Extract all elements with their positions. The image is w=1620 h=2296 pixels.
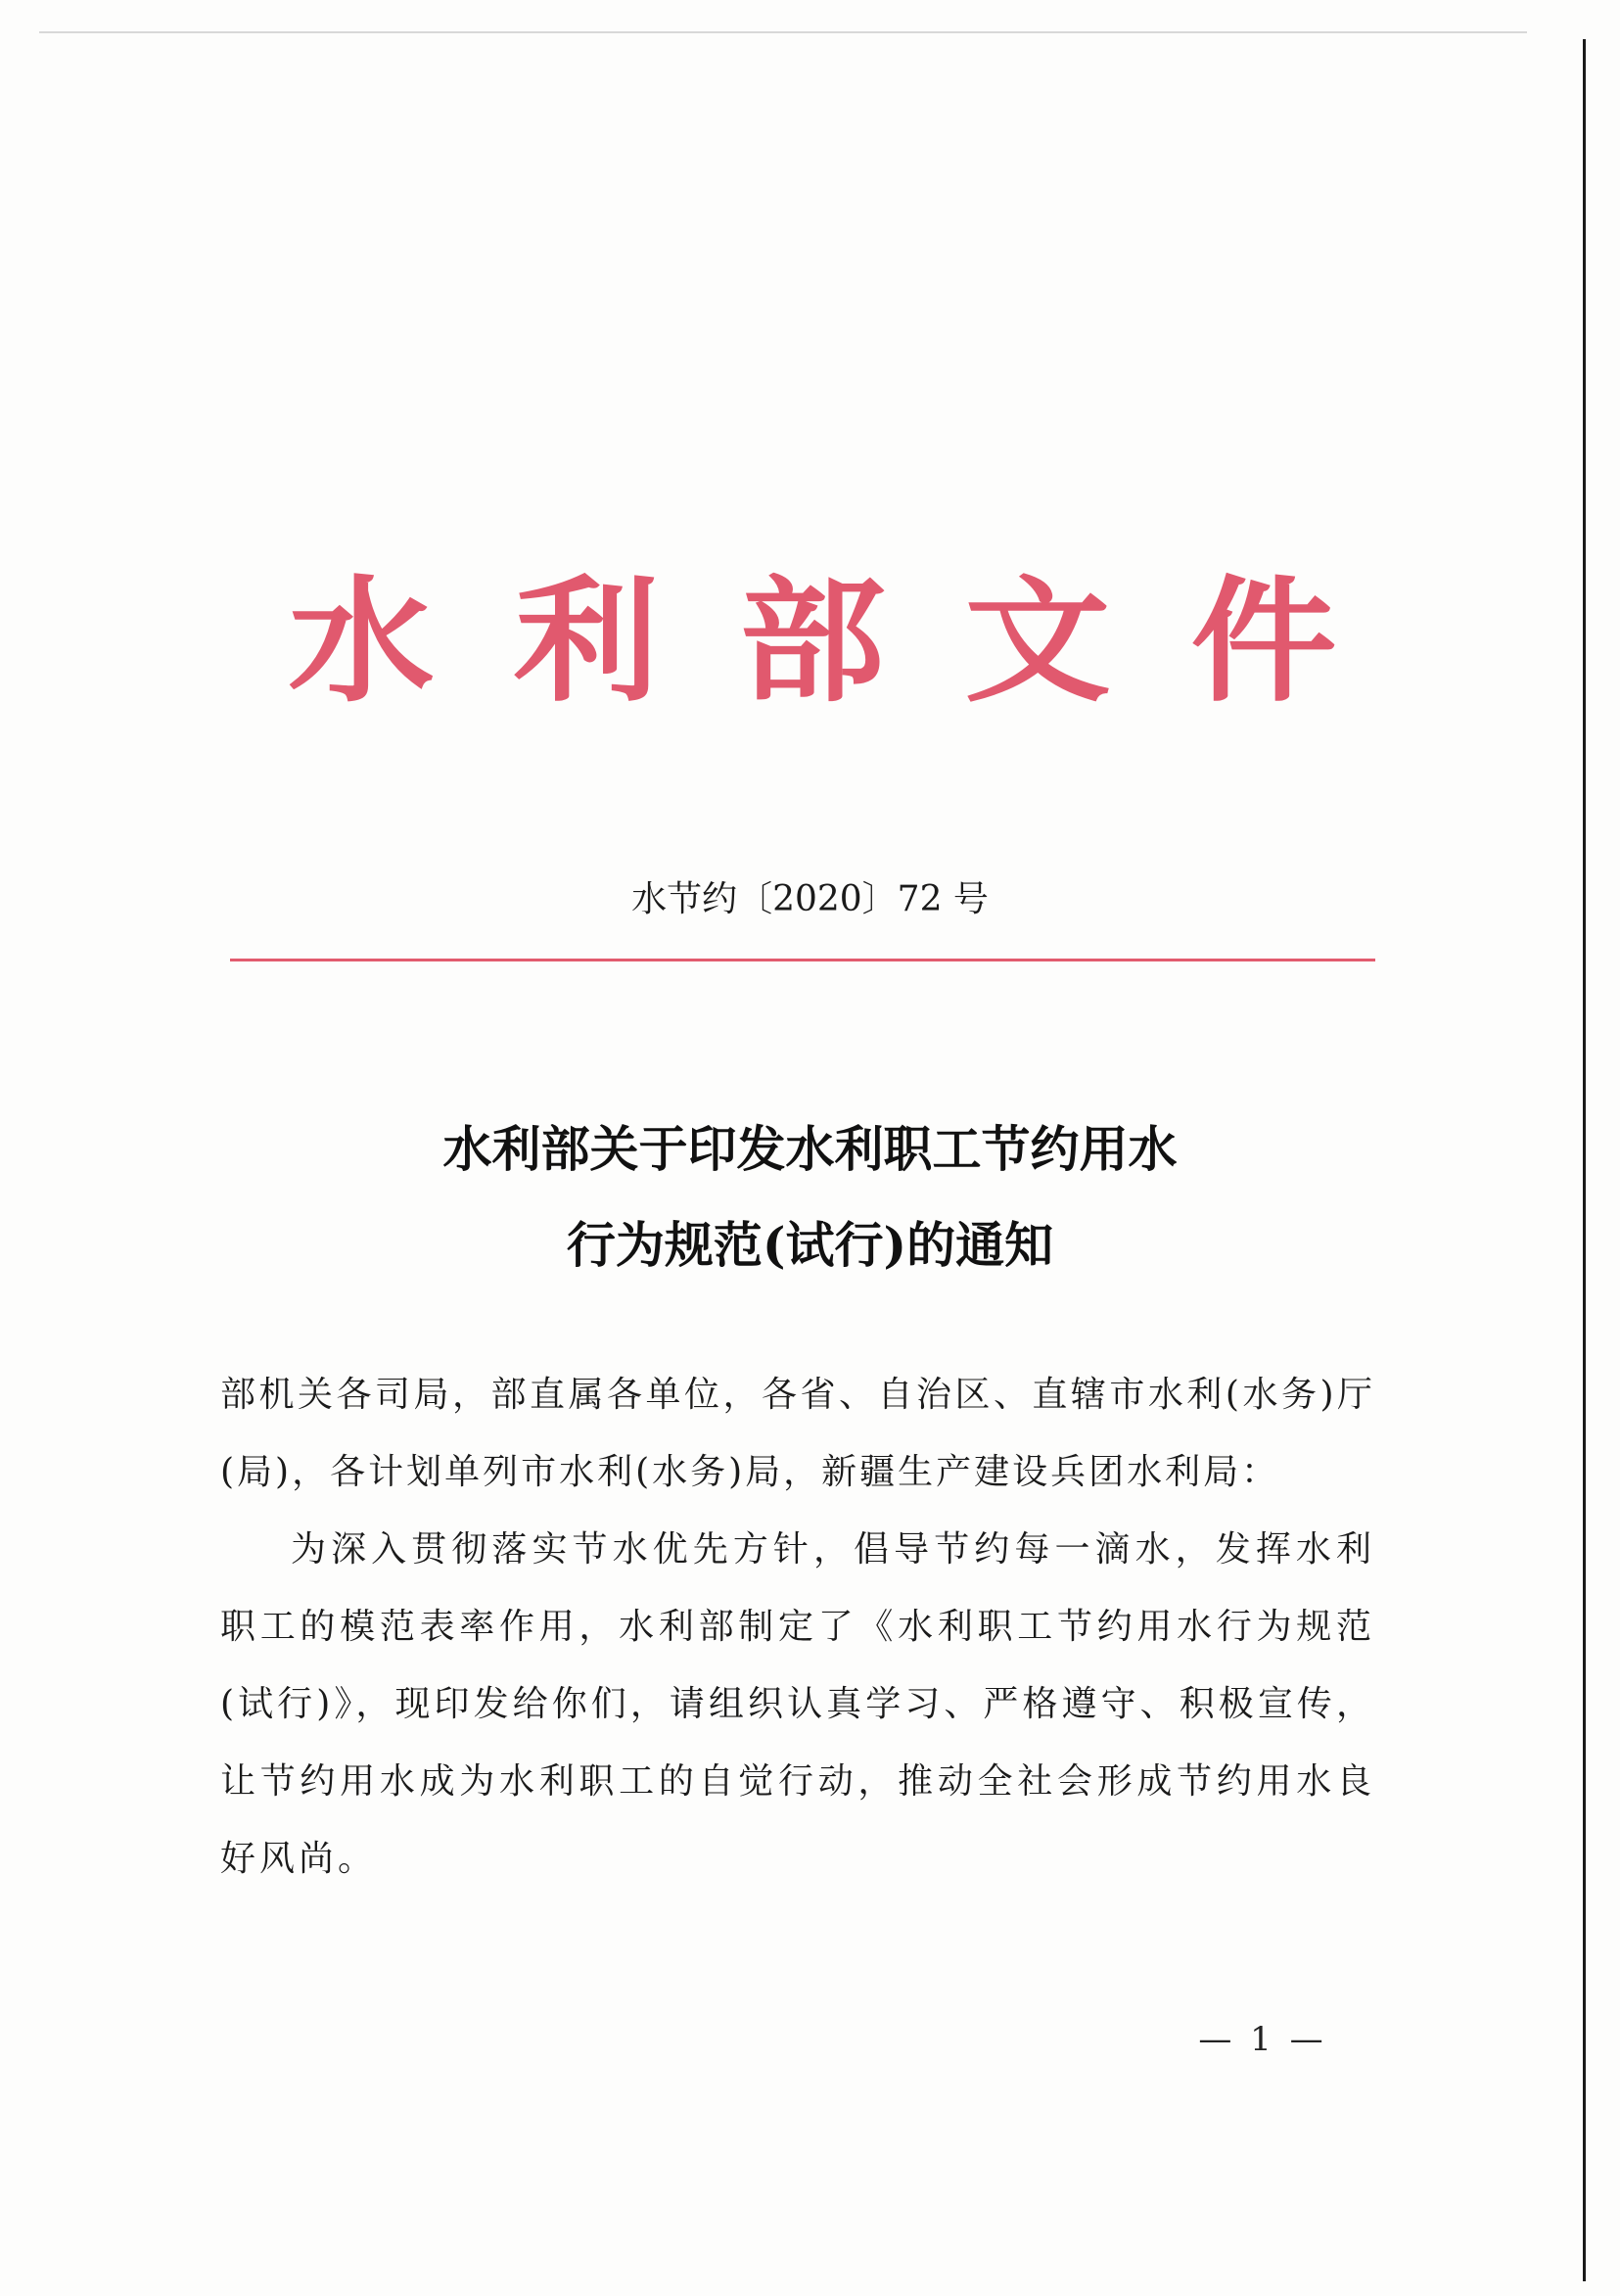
red-header-title (288, 561, 1337, 721)
header-char-3: 部 (739, 561, 886, 721)
header-char-5: 件 (1190, 561, 1337, 721)
header-char-2: 利 (513, 561, 661, 721)
notice-title (0, 1101, 1620, 1293)
notice-title-line-1: 水利部关于印发水利职工节约用水 (442, 1120, 1178, 1178)
notice-title-line-2: 行为规范(试行)的通知 (566, 1216, 1054, 1274)
body-text (220, 1356, 1375, 1898)
scan-top-border (39, 31, 1527, 33)
document-number: 水节约〔2020〕72 号 (631, 879, 989, 919)
red-divider-line (230, 959, 1375, 961)
header-char-4: 文 (964, 561, 1111, 721)
addressee: 部机关各司局，部直属各单位，各省、自治区、直辖市水利(水务)厅(局)，各计划单列市水利(水务)局，新疆生产建设兵团水利局： (220, 1375, 1375, 1492)
page-number: — 1 — (1198, 2020, 1327, 2059)
body-paragraph: 为深入贯彻落实节水优先方针，倡导节约每一滴水，发挥水利职工的模范表率作用，水利部制定了《水利职工节约用水行为规范(试行)》，现印发给你们，请组织认真学习、严格遵守、积极宣传，让节约用水成为水利职工的自觉行动，推动全社会形成节约用水良好风尚。 (220, 1529, 1375, 1879)
header-char-1: 水 (288, 561, 435, 721)
